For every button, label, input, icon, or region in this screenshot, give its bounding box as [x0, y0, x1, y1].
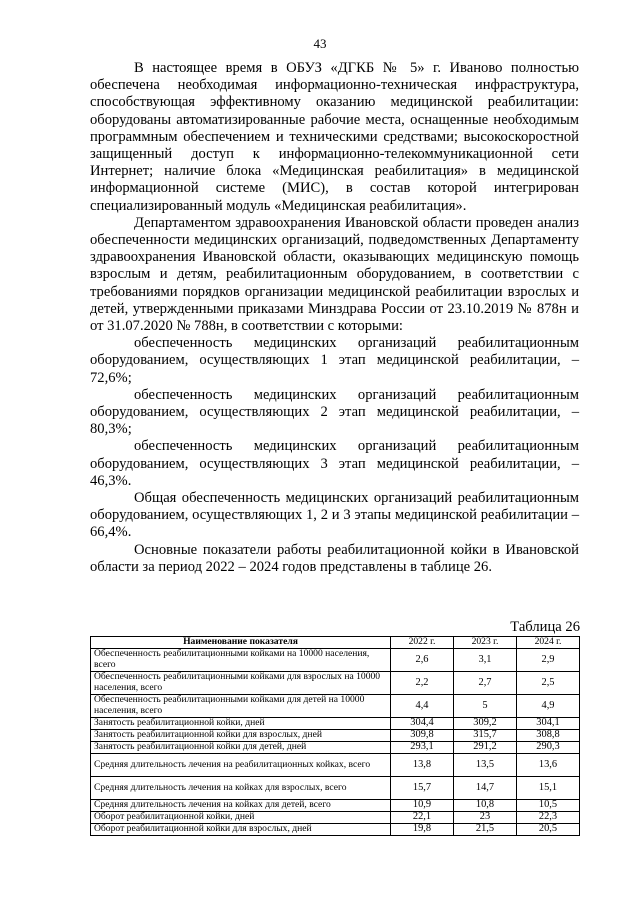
cell-2024: 22,3: [517, 812, 580, 824]
table-row: [91, 742, 580, 754]
cell-2023: 5: [454, 695, 517, 718]
cell-2024: 15,1: [517, 777, 580, 800]
cell-2024: 10,5: [517, 800, 580, 812]
list-item-stage-1: обеспеченность медицинских организаций реабилитационным оборудованием, осуществляющих 1 этап медицинской реабилитации, – 72,6%;: [90, 335, 579, 386]
row-label: Обеспеченность реабилитационными койками для детей на 10000 населения, всего: [91, 695, 391, 718]
cell-2023: 10,8: [454, 800, 517, 812]
table-caption: Таблица 26: [510, 619, 580, 635]
cell-2023: 14,7: [454, 777, 517, 800]
row-label: Средняя длительность лечения на койках для детей, всего: [91, 800, 391, 812]
cell-2022: 22,1: [391, 812, 454, 824]
row-label: Занятость реабилитационной койки для взрослых, дней: [91, 730, 391, 742]
header-2024: 2024 г.: [517, 637, 580, 649]
table-row: [91, 800, 580, 812]
header-indicator: Наименование показателя: [91, 637, 391, 649]
cell-2024: 290,3: [517, 742, 580, 754]
table-header-row: [91, 637, 580, 649]
table-row: [91, 824, 580, 836]
cell-2022: 19,8: [391, 824, 454, 836]
header-2023: 2023 г.: [454, 637, 517, 649]
row-label: Средняя длительность лечения на койках для взрослых, всего: [91, 777, 391, 800]
cell-2023: 3,1: [454, 649, 517, 672]
page-number: 43: [313, 36, 327, 51]
cell-2023: 315,7: [454, 730, 517, 742]
cell-2023: 13,5: [454, 754, 517, 777]
cell-2024: 2,5: [517, 672, 580, 695]
table-row: [91, 672, 580, 695]
cell-2022: 2,6: [391, 649, 454, 672]
cell-2024: 304,1: [517, 718, 580, 730]
table-row: [91, 718, 580, 730]
cell-2022: 293,1: [391, 742, 454, 754]
paragraph-total: Общая обеспеченность медицинских организаций реабилитационным оборудованием, осуществляющих 1, 2 и 3 этапы медицинской реабилитации – 66,4%.: [90, 490, 579, 541]
list-item-stage-3: обеспеченность медицинских организаций реабилитационным оборудованием, осуществляющих 3 этап медицинской реабилитации, – 46,3%.: [90, 438, 579, 489]
row-label: Обеспеченность реабилитационными койками для взрослых на 10000 населения, всего: [91, 672, 391, 695]
cell-2024: 2,9: [517, 649, 580, 672]
cell-2022: 4,4: [391, 695, 454, 718]
cell-2023: 291,2: [454, 742, 517, 754]
cell-2022: 304,4: [391, 718, 454, 730]
cell-2024: 4,9: [517, 695, 580, 718]
cell-2024: 20,5: [517, 824, 580, 836]
header-2022: 2022 г.: [391, 637, 454, 649]
row-label: Средняя длительность лечения на реабилитационных койках, всего: [91, 754, 391, 777]
table-row: [91, 777, 580, 800]
cell-2023: 309,2: [454, 718, 517, 730]
cell-2022: 15,7: [391, 777, 454, 800]
table-row: [91, 754, 580, 777]
rehab-bed-table: [90, 636, 580, 836]
paragraph-table-intro: Основные показатели работы реабилитационной койки в Ивановской области за период 2022 – 2024 годов представлены в таблице 26.: [90, 541, 579, 575]
cell-2022: 309,8: [391, 730, 454, 742]
row-label: Оборот реабилитационной койки, дней: [91, 812, 391, 824]
table-row: [91, 812, 580, 824]
list-item-stage-2: обеспеченность медицинских организаций реабилитационным оборудованием, осуществляющих 2 этап медицинской реабилитации, – 80,3%;: [90, 386, 579, 438]
cell-2022: 2,2: [391, 672, 454, 695]
cell-2024: 308,8: [517, 730, 580, 742]
cell-2023: 23: [454, 812, 517, 824]
cell-2022: 13,8: [391, 754, 454, 777]
table-row: [91, 649, 580, 672]
body-text: [90, 60, 579, 576]
row-label: Занятость реабилитационной койки для детей, дней: [91, 742, 391, 754]
cell-2024: 13,6: [517, 754, 580, 777]
table-row: [91, 730, 580, 742]
paragraph-analysis: Департаментом здравоохранения Ивановской области проведен анализ обеспеченности медицинских организаций, подведомственных Департаменту здравоохранения Ивановской области, оказывающих медицинскую помощь взрослым и детям, реабилитационным оборудованием, в соответствии с требованиями порядков организации медицинской реабилитации взрослых и детей, утвержденными приказами Минздрава России от 23.10.2019 № 878н и от 31.07.2020 № 788н, в соответствии с которыми:: [90, 214, 579, 335]
table-row: [91, 695, 580, 718]
cell-2023: 2,7: [454, 672, 517, 695]
row-label: Занятость реабилитационной койки, дней: [91, 718, 391, 730]
cell-2023: 21,5: [454, 824, 517, 836]
row-label: Обеспеченность реабилитационными койками на 10000 населения, всего: [91, 649, 391, 672]
paragraph-infrastructure: В настоящее время в ОБУЗ «ДГКБ № 5» г. Иваново полностью обеспечена необходимая информационно-техническая инфраструктура, способствующая эффективному оказанию медицинской реабилитации: оборудованы автоматизированные рабочие места, оснащенные необходимым программным обеспечением и техническими средствами; высокоскоростной защищенный доступ к информационно-телекоммуникационной сети Интернет; наличие блока «Медицинская реабилитация» в медицинской информационной системе (МИС), в состав которой интегрирован специализированный модуль «Медицинская реабилитация».: [90, 60, 579, 214]
row-label: Оборот реабилитационной койки для взрослых, дней: [91, 824, 391, 836]
cell-2022: 10,9: [391, 800, 454, 812]
